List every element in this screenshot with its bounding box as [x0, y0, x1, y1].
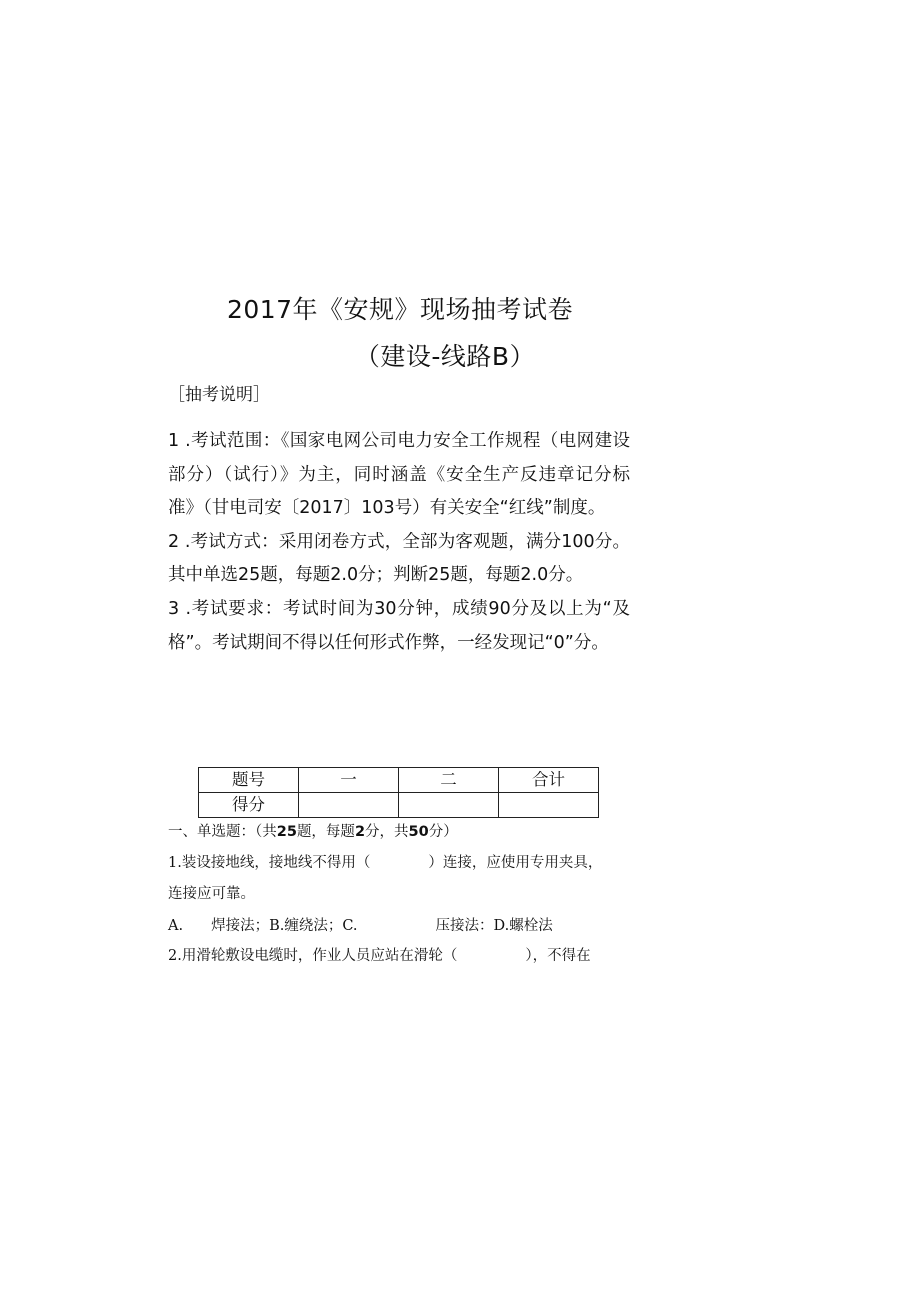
- score-header-question-no: 题号: [199, 768, 299, 793]
- score-header-part-2: 二: [399, 768, 499, 793]
- score-cell-part-2[interactable]: [399, 793, 499, 818]
- score-cell-part-1[interactable]: [299, 793, 399, 818]
- score-table-header-row: [199, 768, 599, 793]
- section-total: 50: [408, 824, 429, 840]
- section-count: 25: [276, 824, 297, 840]
- section-single-choice-heading: [168, 820, 458, 841]
- question-1-options: [168, 914, 553, 935]
- question-1-option-a-label: A.: [168, 918, 184, 934]
- section-points: 2: [354, 824, 366, 840]
- exam-title: 2017年《安规》现场抽考试卷: [226, 295, 574, 324]
- question-2-text-a: 2.用滑轮敷设电缆时，作业人员应站在滑轮（: [168, 948, 458, 964]
- question-1-line-2: 连接应可靠。: [168, 886, 255, 902]
- question-1-line-1: [168, 851, 602, 872]
- exam-subtitle: （建设-线路B）: [354, 342, 536, 371]
- rule-scope: 1 .考试范围：《国家电网公司电力安全工作规程（电网建设部分）（试行）》为主，同时涵盖《安全生产反违章记分标准》（甘电司安〔2017〕103号）有关安全“红线”制度。: [168, 431, 630, 519]
- question-1-options-c-d: 压接法：D.螺栓法: [435, 918, 553, 934]
- rule-method: 2 .考试方式：采用闭卷方式，全部为客观题，满分100分。其中单选25题，每题2.0分；判断25题，每题2.0分。: [168, 531, 630, 586]
- score-cell-total[interactable]: [499, 793, 599, 818]
- rule-requirements: 3 .考试要求：考试时间为30分钟，成绩90分及以上为“及格”。考试期间不得以任何形式作弊，一经发现记“0”分。: [168, 598, 630, 653]
- score-table: [198, 767, 599, 818]
- score-row-label: 得分: [199, 793, 299, 818]
- section-prefix: 一、单选题：（共: [168, 824, 277, 840]
- notes-label: ［抽考说明］: [168, 385, 270, 405]
- section-suffix: 分）: [428, 824, 458, 840]
- section-mid1: 题，每题: [296, 824, 355, 840]
- question-1-text-a: 1.装设接地线，接地线不得用（: [168, 855, 371, 871]
- question-2-text-b: ），不得在: [525, 948, 591, 964]
- question-2-line-1: [168, 944, 591, 965]
- score-header-total: 合计: [499, 768, 599, 793]
- question-1-options-a-c: 焊接法；B.缠绕法；C.: [211, 918, 358, 934]
- exam-rules: [168, 425, 630, 660]
- section-mid2: 分，共: [365, 824, 409, 840]
- question-1-text-b: ）连接，应使用专用夹具，: [428, 855, 603, 871]
- score-header-part-1: 一: [299, 768, 399, 793]
- score-table-score-row: [199, 793, 599, 818]
